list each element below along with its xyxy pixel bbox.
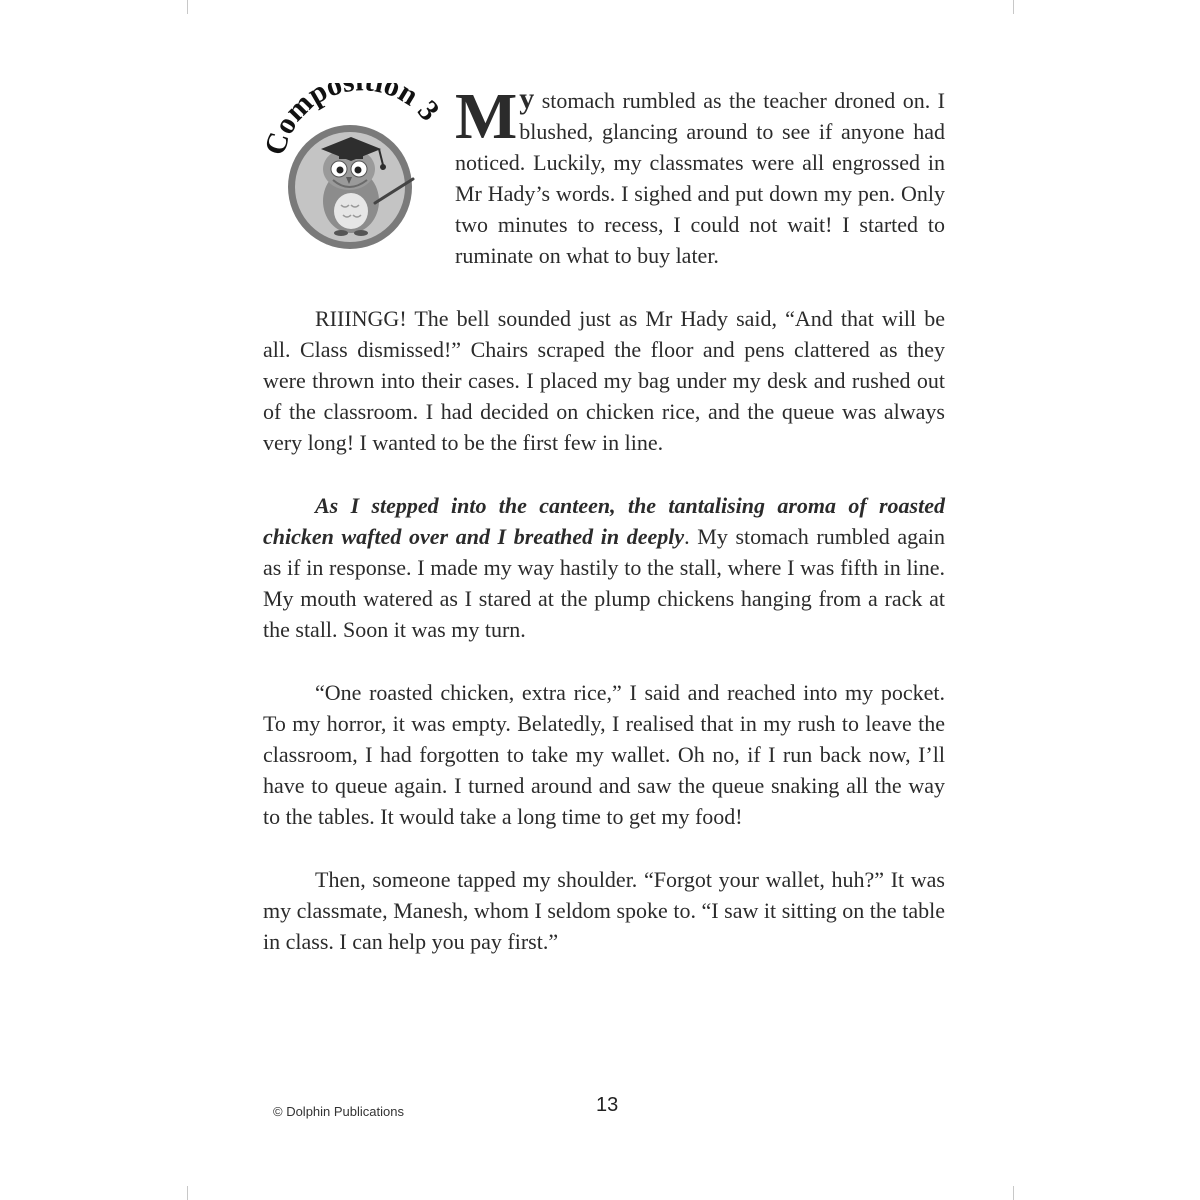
- badge-label: ompo on 3: [267, 83, 446, 140]
- crop-mark-top-right: [1013, 0, 1014, 14]
- badge-graphic: [263, 83, 455, 259]
- footer-publisher: © Dolphin Publications: [273, 1104, 404, 1119]
- page-number: 13: [596, 1094, 619, 1116]
- paragraph-3: [263, 490, 945, 645]
- crop-mark-bottom-left: [187, 1186, 188, 1200]
- dropcap-letter: M: [455, 80, 518, 153]
- paragraph-4: “One roasted chicken, extra rice,” I said and reached into my pocket. To my horror, it was empty. Belatedly, I realised that in my rush to leave the classroom, I had forgotten to take my wallet. Oh no, if I run back now, I’ll have to queue again. I turned around and saw the queue snaking all the way to the tables. It would take a long time to get my food!: [263, 680, 945, 829]
- paragraph-5: Then, someone tapped my shoulder. “Forgot your wallet, huh?” It was my classmate, Manesh, whom I seldom spoke to. “I saw it sitting on the table in class. I can help you pay first.”: [263, 867, 945, 954]
- paragraph-2: RIIINGG! The bell sounded just as Mr Hady said, “And that will be all. Class dismissed!” Chairs scraped the floor and pens clattered as they were thrown into their cases. I placed my bag under my desk and rushed out of the classroom. I had decided on chicken rice, and the queue was always very long! I wanted to be the first few in line.: [263, 306, 945, 455]
- composition-body: [263, 80, 945, 989]
- composition-badge: [263, 83, 455, 259]
- paragraph-3-emphasis: As I stepped into the canteen, the tantalising aroma of roasted chicken wafted over and I breathed in deeply: [263, 493, 945, 549]
- crop-mark-bottom-right: [1013, 1186, 1014, 1200]
- dropcap-tail: y: [519, 82, 535, 115]
- crop-mark-top-left: [187, 0, 188, 14]
- paragraph-3-text: . My stomach rumbled again as if in response. I made my way hastily to the stall, where I was fifth in line. My mouth watered as I stared at the plump chickens hanging from a rack at the stall. Soon it was my turn.: [263, 524, 945, 642]
- paragraph-1-text: stomach rumbled as the teacher droned on. I blushed, glancing around to see if anyone had noticed. Luckily, my classmates were all engrossed in Mr Hady’s words. I sighed and put down my pen. Only two minutes to recess, I could not wait! I started to ruminate on what to buy later.: [455, 88, 945, 268]
